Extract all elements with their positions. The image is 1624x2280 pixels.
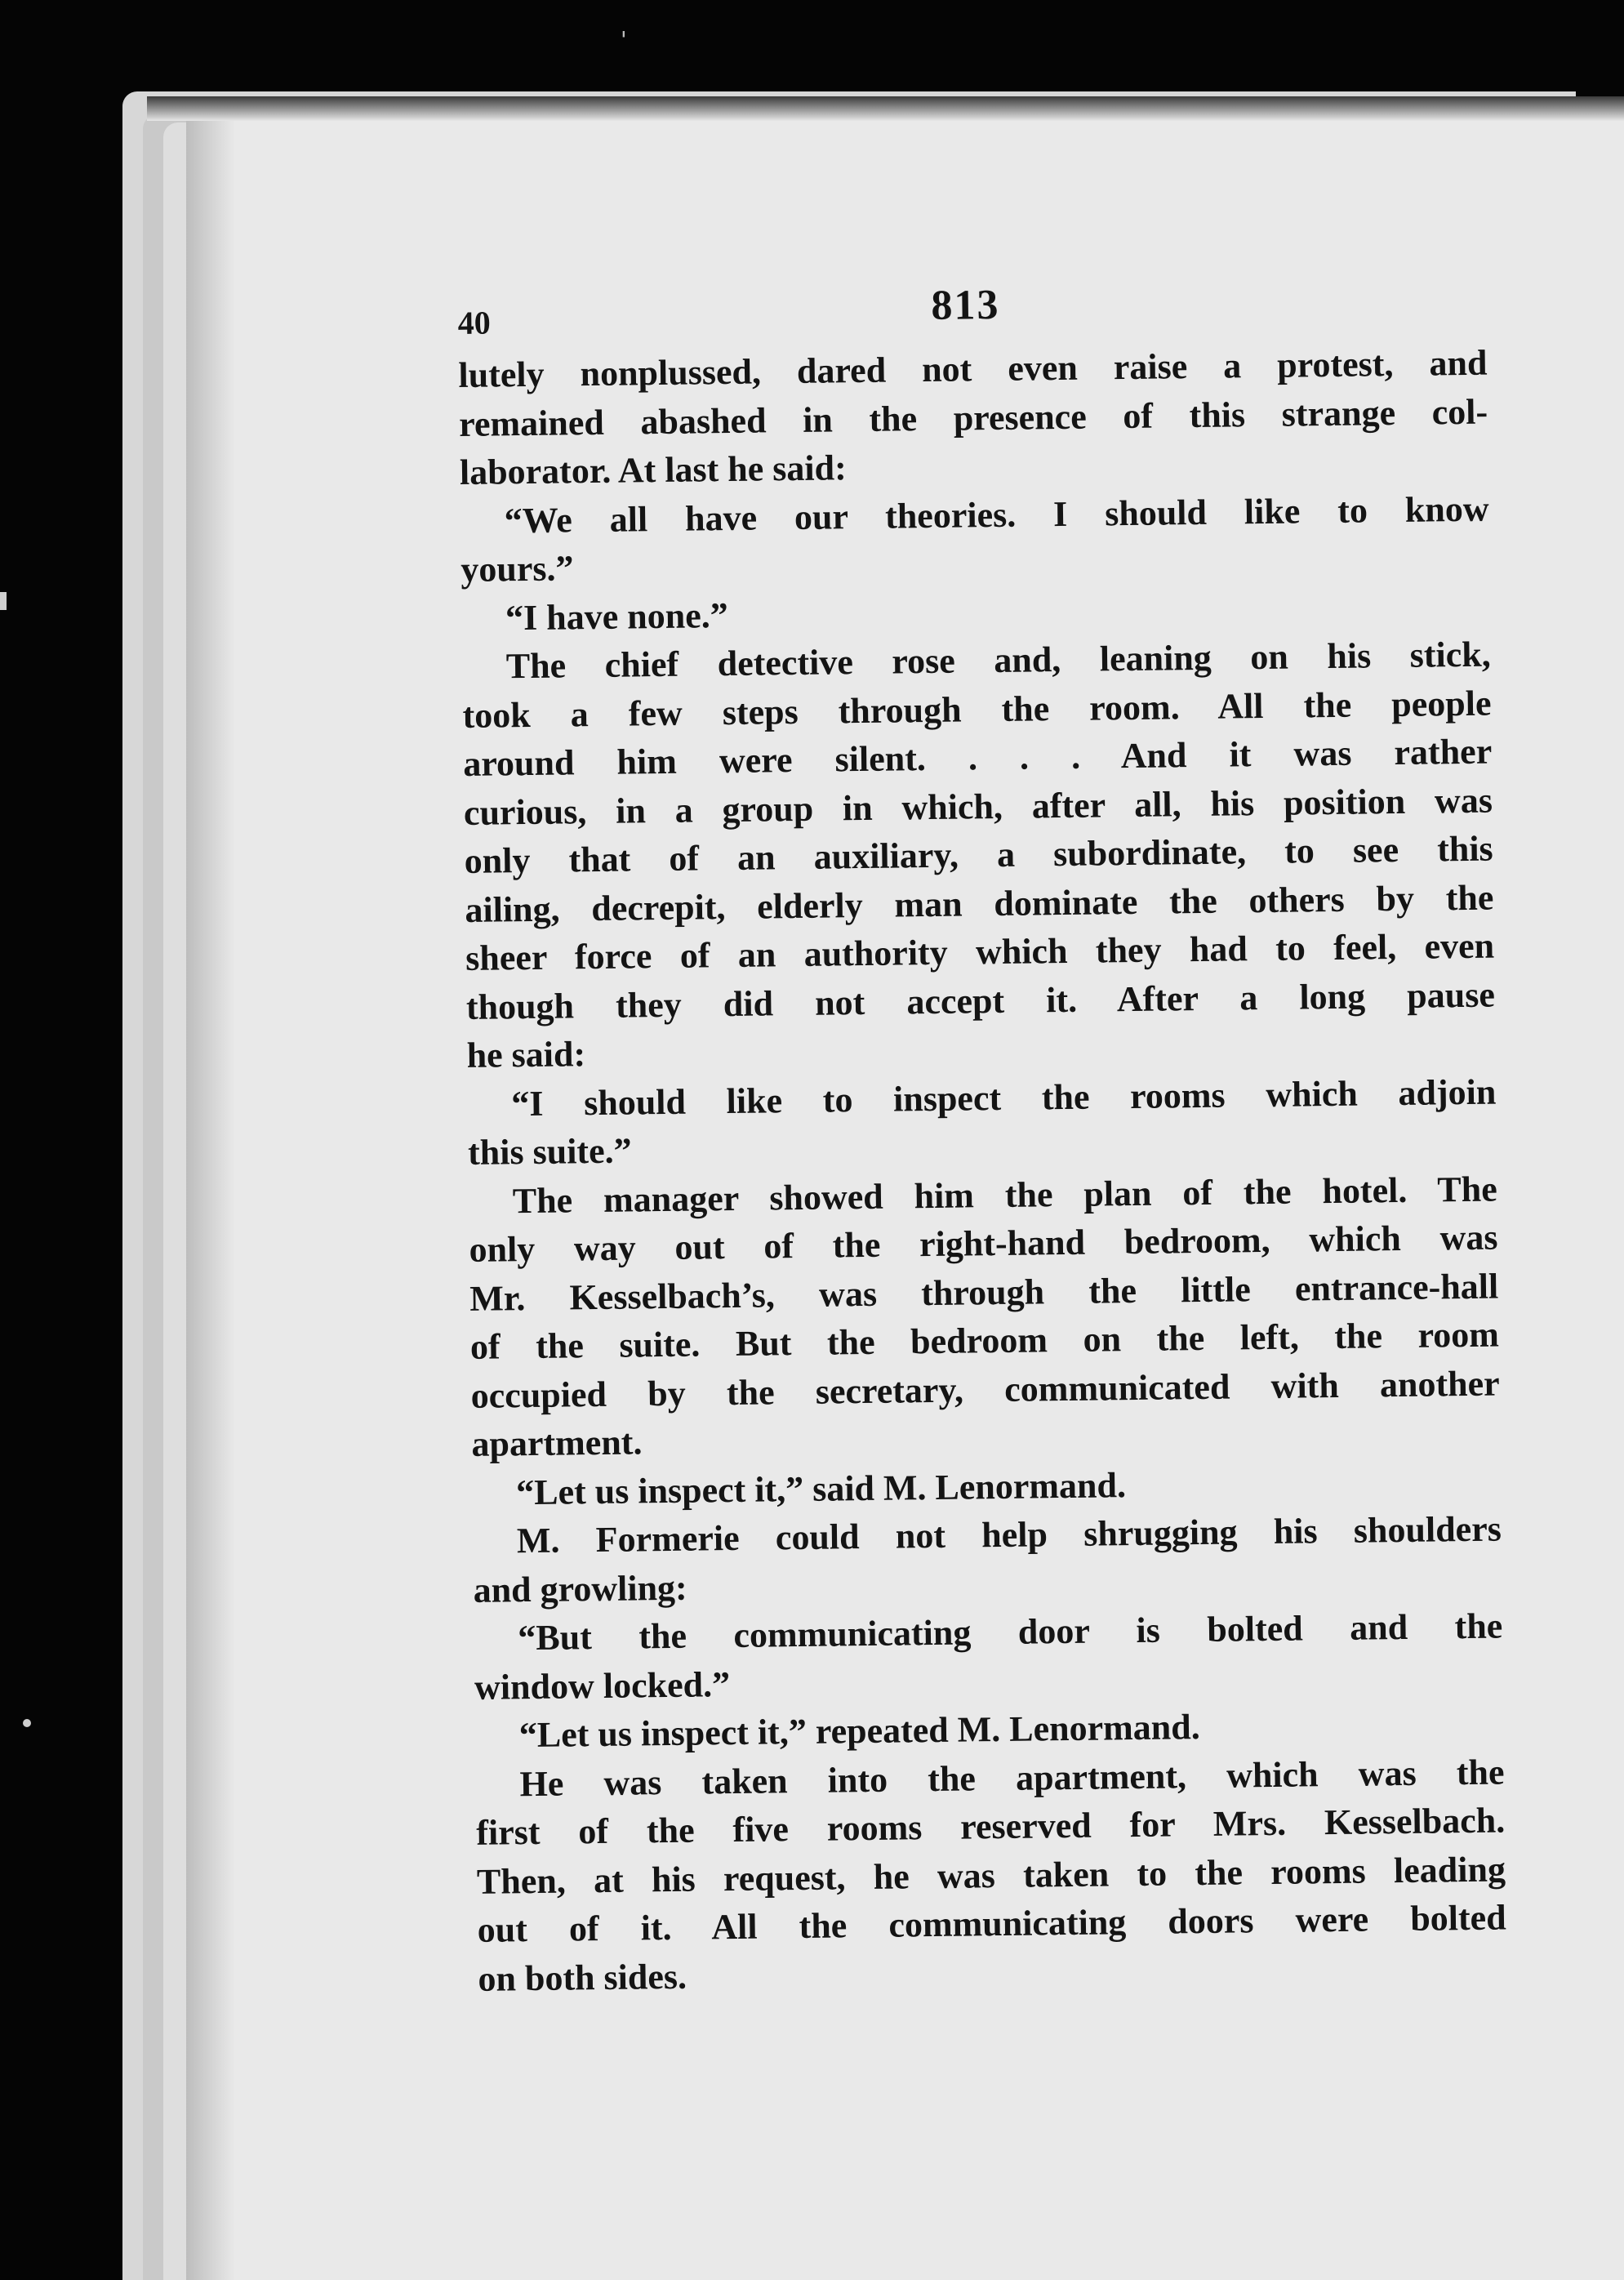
text-line: ailing, decrepit, elderly man dominate the others by the (465, 877, 1494, 930)
text-line: out of it. All the communicating doors were bolted (477, 1897, 1506, 1950)
text-line: took a few steps through the room. All the people (462, 683, 1492, 736)
running-head: 813 (931, 281, 1000, 329)
text-line: “We all have our theories. I should like to know (504, 488, 1489, 541)
text-line: The chief detective rose and, leaning on his stick, (505, 634, 1492, 687)
text-line: remained abashed in the presence of this strange col- (458, 391, 1488, 444)
text-line: lutely nonplussed, dared not even raise a protest, and (458, 342, 1488, 395)
page-top-shadow (147, 96, 1624, 121)
text-line: “I have none.” (505, 594, 728, 638)
scan-speck (0, 592, 7, 610)
text-line: “But the communicating door is bolted and the (518, 1605, 1503, 1659)
body-text (458, 339, 1507, 2003)
text-line: He was taken into the apartment, which was the (519, 1751, 1505, 1804)
text-line: laborator. At last he said: (459, 448, 848, 492)
scan-speck: ' (621, 26, 627, 53)
text-line: “Let us inspect it,” repeated M. Lenormand. (518, 1707, 1200, 1756)
text-line: and growling: (473, 1567, 687, 1610)
text-line: apartment. (471, 1422, 643, 1464)
text-line: though they did not accept it. After a long pause (465, 974, 1496, 1027)
text-line: first of the five rooms reserved for Mrs. Kesselbach. (475, 1800, 1506, 1853)
text-line: “I should like to inspect the rooms which adjoin (511, 1071, 1497, 1124)
text-line: of the suite. But the bedroom on the left, the room (469, 1314, 1500, 1367)
text-line: Mr. Kesselbach’s, was through the little entrance-hall (469, 1266, 1499, 1319)
text-line: curious, in a group in which, after all, his position was (463, 780, 1493, 833)
page-header (457, 265, 1487, 351)
text-line: M. Formerie could not help shrugging his shoulders (516, 1508, 1502, 1561)
text-line: he said: (466, 1034, 586, 1075)
page-text-block (457, 265, 1507, 2003)
text-line: “Let us inspect it,” said M. Lenormand. (515, 1464, 1127, 1512)
text-line: on both sides. (478, 1956, 687, 1999)
text-line: occupied by the secretary, communicated with another (470, 1363, 1500, 1416)
text-line: window locked.” (474, 1663, 731, 1708)
text-line: The manager showed him the plan of the hotel. The (512, 1169, 1498, 1221)
text-line: only that of an auxiliary, a subordinate, to see this (464, 828, 1493, 881)
page-fold-shadow (186, 121, 235, 2280)
scan-speck (23, 1719, 31, 1727)
text-line: yours.” (461, 548, 574, 590)
text-line: sheer force of an authority which they had to feel, even (465, 925, 1495, 978)
text-line: this suite.” (467, 1130, 632, 1173)
text-line: around him were silent. . . . And it was rather (462, 731, 1493, 784)
text-line: only way out of the right-hand bedroom, which was (469, 1217, 1498, 1270)
text-line: Then, at his request, he was taken to the rooms leading (476, 1848, 1506, 1902)
page-number: 40 (457, 304, 491, 341)
